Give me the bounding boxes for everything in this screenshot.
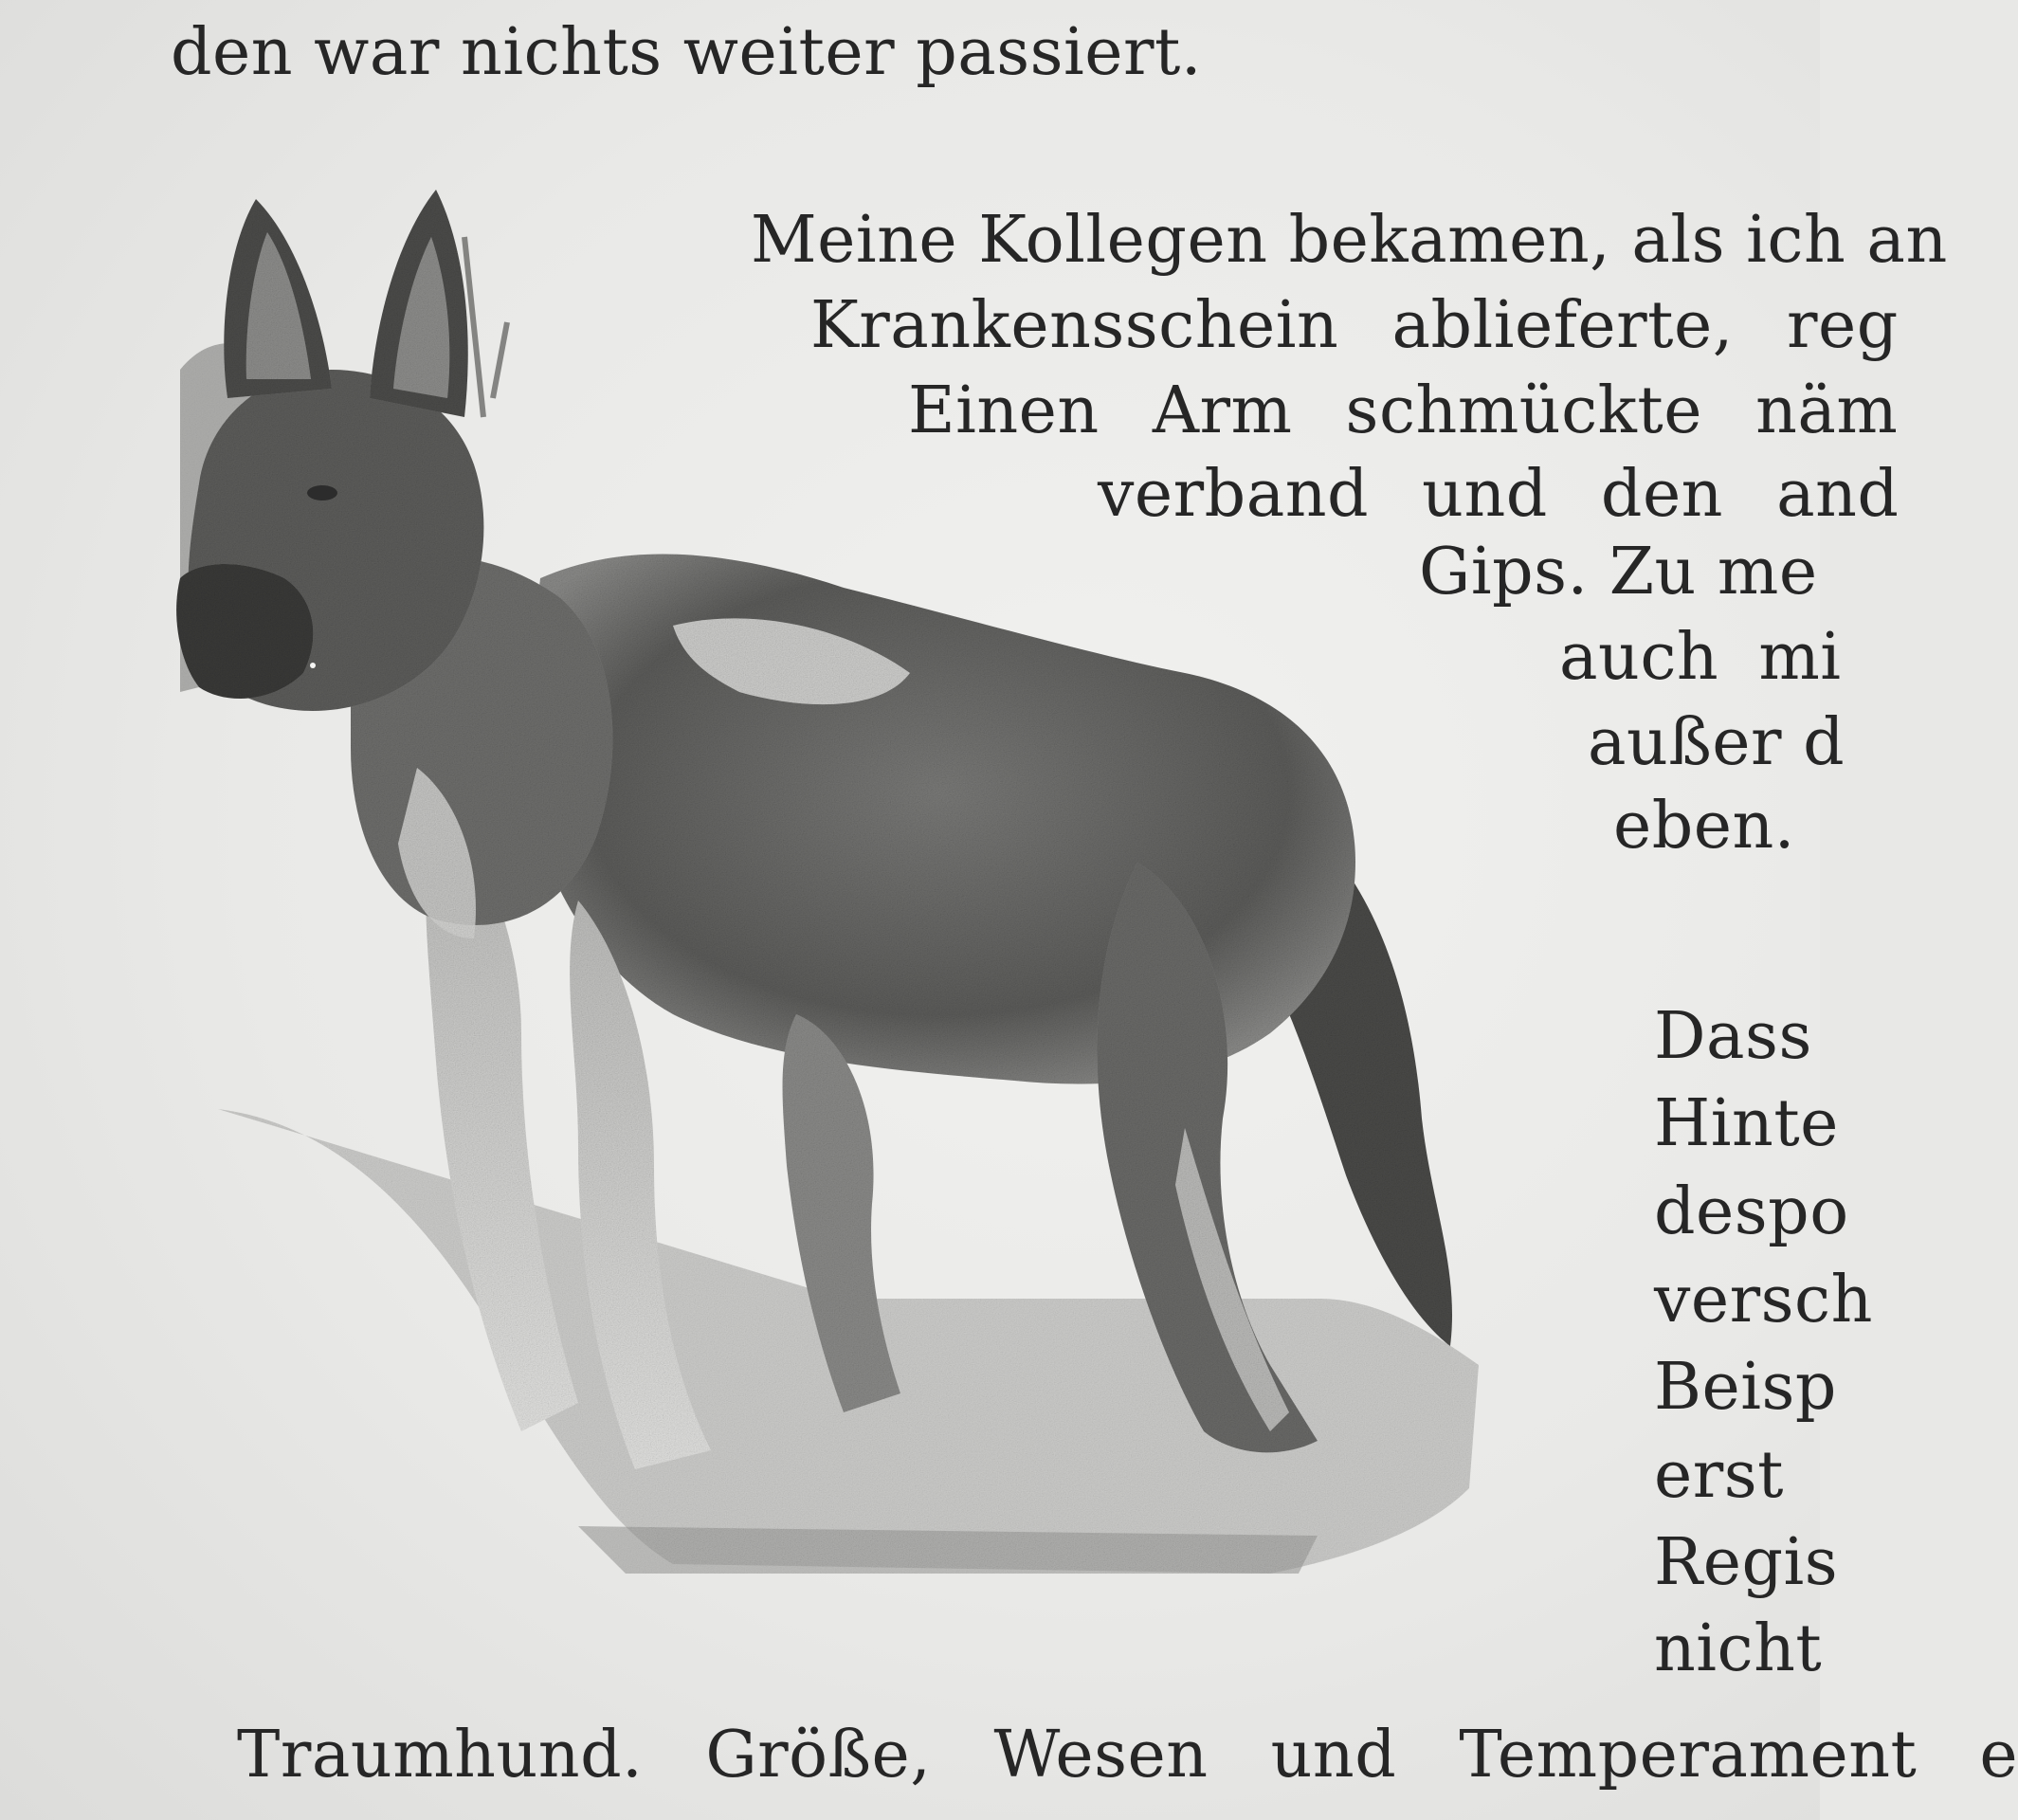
text-line-1: Meine Kollegen bekamen, als ich an bbox=[751, 203, 1948, 278]
bottom-text-line: Traumhund. Größe, Wesen und Temperament e bbox=[237, 1718, 2018, 1793]
text-line-6: auch mi bbox=[1559, 620, 1842, 695]
text-line-4: verband und den and bbox=[1098, 457, 1900, 532]
text-line-8: eben. bbox=[1613, 789, 1795, 864]
lower-text-line-6: erst bbox=[1654, 1438, 1784, 1513]
lower-text-line-3: despo bbox=[1654, 1174, 1849, 1249]
text-line-3: Einen Arm schmückte näm bbox=[908, 373, 1899, 448]
top-text-line: den war nichts weiter passiert. bbox=[171, 15, 1202, 90]
lower-text-line-8: nicht bbox=[1654, 1611, 1823, 1686]
text-line-5: Gips. Zu me bbox=[1419, 535, 1818, 610]
text-line-2: Krankensschein ablieferte, reg bbox=[810, 288, 1899, 363]
lower-text-line-4: versch bbox=[1654, 1263, 1873, 1338]
lower-text-line-7: Regis bbox=[1654, 1525, 1839, 1600]
lower-text-line-2: Hinte bbox=[1654, 1086, 1839, 1161]
lower-text-line-5: Beisp bbox=[1654, 1350, 1837, 1425]
lower-text-line-1: Dass bbox=[1654, 999, 1812, 1074]
text-line-7: außer d bbox=[1588, 705, 1845, 780]
